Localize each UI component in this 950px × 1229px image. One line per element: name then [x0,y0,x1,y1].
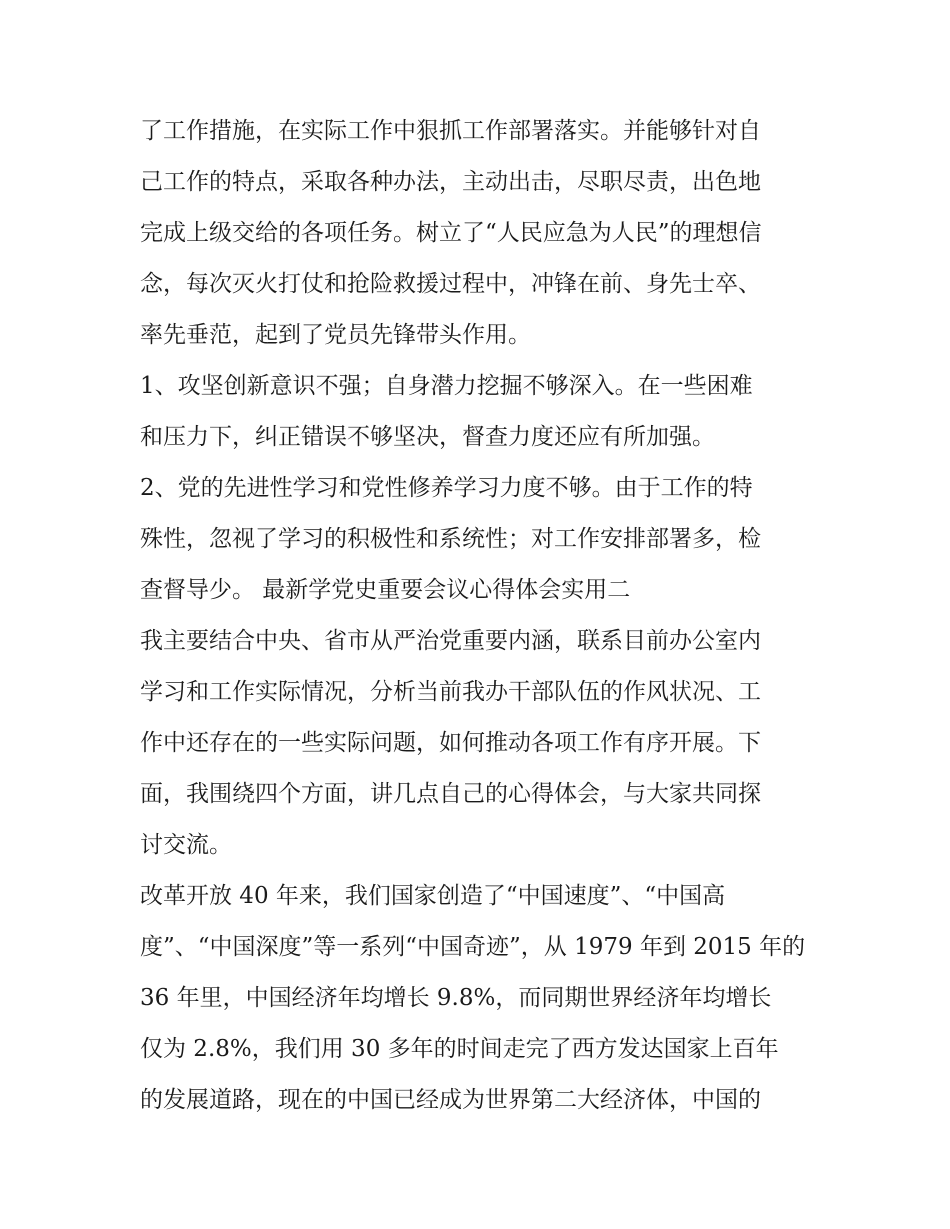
text-line: 了工作措施，在实际工作中狠抓工作部署落实。并能够针对自 [140,118,761,144]
text-line: 度”、“中国深度”等一系列“中国奇迹”，从 1979 年到 2015 年的 [140,934,806,960]
text-line: 改革开放 40 年来，我们国家创造了“中国速度”、“中国高 [140,883,726,909]
text-line: 念，每次灭火打仗和抢险救援过程中，冲锋在前、身先士卒、 [140,271,761,297]
text-line: 我主要结合中央、省市从严治党重要内涵，联系目前办公室内 [140,628,761,654]
text-line: 殊性，忽视了学习的积极性和系统性；对工作安排部署多，检 [140,526,761,552]
text-line: 仅为 2.8%，我们用 30 多年的时间走完了西方发达国家上百年 [140,1036,779,1062]
text-line: 讨交流。 [140,832,232,858]
text-line: 36 年里，中国经济年均增长 9.8%，而同期世界经济年均增长 [140,985,772,1011]
text-line: 率先垂范，起到了党员先锋带头作用。 [140,322,531,348]
text-line: 查督导少。 最新学党史重要会议心得体会实用二 [140,577,631,603]
text-line: 2、党的先进性学习和党性修养学习力度不够。由于工作的特 [140,475,753,501]
text-line: 面，我围绕四个方面，讲几点自己的心得体会，与大家共同探 [140,781,761,807]
document-body [140,106,812,1126]
text-line: 己工作的特点，采取各种办法，主动出击，尽职尽责，出色地 [140,169,761,195]
text-line: 作中还存在的一些实际问题，如何推动各项工作有序开展。下 [140,730,761,756]
text-line: 的发展道路，现在的中国已经成为世界第二大经济体，中国的 [140,1087,761,1113]
text-line: 和压力下，纠正错误不够坚决，督查力度还应有所加强。 [140,424,715,450]
text-line: 完成上级交给的各项任务。树立了“人民应急为人民”的理想信 [140,220,762,246]
text-line: 1、攻坚创新意识不强；自身潜力挖掘不够深入。在一些困难 [140,373,753,399]
text-line: 学习和工作实际情况，分析当前我办干部队伍的作风状况、工 [140,679,761,705]
